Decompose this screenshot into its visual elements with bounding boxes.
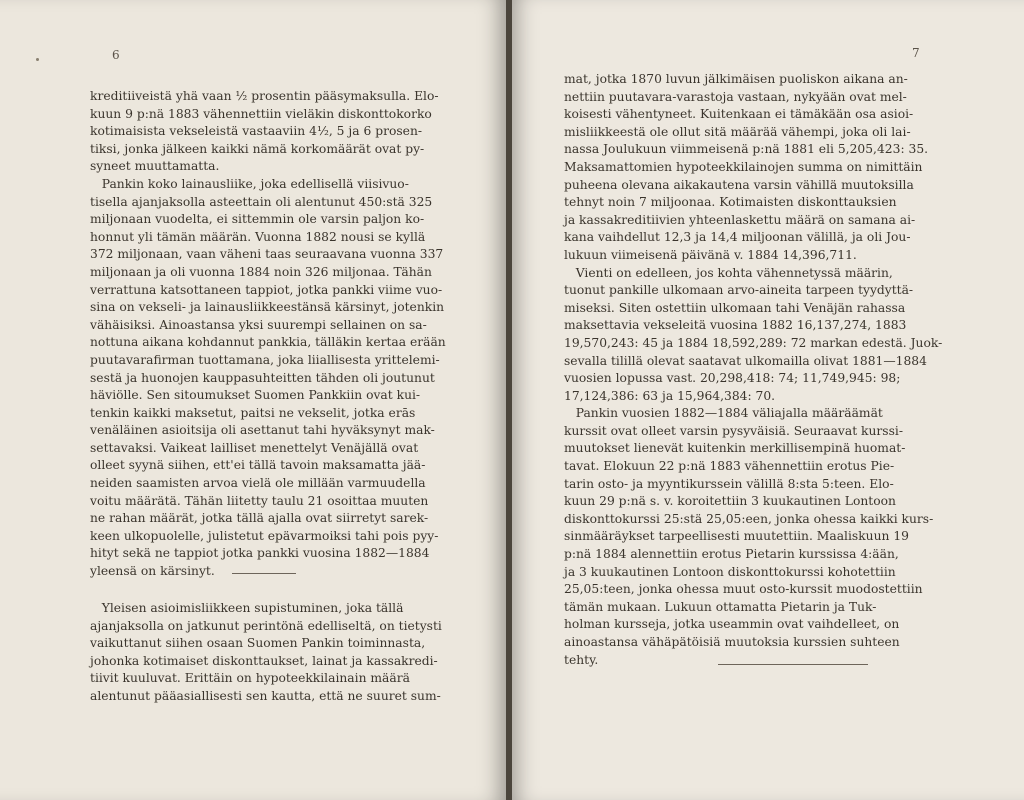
text-line: Vienti on edelleen, jos kohta vähennetyssä määrin, bbox=[564, 265, 893, 280]
text-line: nottuna aikana kohdannut pankkia, tälläkin kertaa erään bbox=[90, 335, 446, 350]
text-line: nassa Joulukuun viimmeisenä p:nä 1881 eli 5,205,423: 35. bbox=[564, 142, 929, 157]
text-line: verrattuna katsottaneen tappiot, jotka pankki viime vuo- bbox=[90, 282, 443, 297]
text-line: kotimaisista vekseleistä vastaaviin 4½, 5 ja 6 prosen- bbox=[90, 124, 423, 139]
text-line: tehnyt noin 7 miljoonaa. Kotimaisten diskonttauksien bbox=[564, 195, 897, 210]
text-line: hityt sekä ne tappiot jotka pankki vuosina 1882—1884 bbox=[90, 546, 430, 561]
text-line: venäläinen asioitsija oli asettanut tahi hyväksynyt mak- bbox=[90, 423, 435, 438]
text-line: koisesti vähentyneet. Kuitenkaan ei tämäkään osa asioi- bbox=[564, 107, 914, 122]
text-line: vähäisiksi. Ainoastansa yksi suurempi sellainen on sa- bbox=[90, 317, 427, 332]
text-line: häviölle. Sen sitoumukset Suomen Pankkiin ovat kui- bbox=[90, 388, 421, 403]
left-text-block-1 bbox=[90, 88, 462, 581]
text-line: keen ulkopuolelle, julistetut epävarmoiksi tahi pois pyy- bbox=[90, 528, 439, 543]
text-line: p:nä 1884 alennettiin erotus Pietarin kurssissa 4:ään, bbox=[564, 547, 899, 562]
text-line: puutavarafirman tuottamana, joka liiallisesta yrittelemi- bbox=[90, 352, 440, 367]
text-line: vaikuttanut siihen osaan Suomen Pankin toiminnasta, bbox=[90, 636, 426, 651]
text-line: mat, jotka 1870 luvun jälkimäisen puoliskon aikana an- bbox=[564, 72, 908, 86]
text-line: tenkin kaikki maksetut, paitsi ne vekselit, jotka erās bbox=[90, 405, 416, 420]
text-line: misliikkeestä ole ollut sitä määrää vähempi, joka oli lai- bbox=[564, 124, 911, 139]
text-line: kuun 29 p:nä s. v. koroitettiin 3 kuukautinen Lontoon bbox=[564, 494, 896, 509]
text-line: sina on vekseli- ja lainausliikkeestänsä kärsinyt, jotenkin bbox=[90, 300, 445, 315]
text-line: tämän mukaan. Lukuun ottamatta Pietarin ja Tuk- bbox=[564, 599, 877, 614]
paper-speck bbox=[36, 58, 39, 61]
text-line: tuonut pankille ulkomaan arvo-aineita tarpeen tyydyttä- bbox=[564, 283, 914, 298]
text-line: miljonaan ja oli vuonna 1884 noin 326 miljonaa. Tähän bbox=[90, 264, 432, 279]
text-line: syneet muuttamatta. bbox=[90, 159, 220, 174]
text-line: sestä ja huonojen kauppasuhteitten tähden oli joutunut bbox=[90, 370, 435, 385]
text-line: tehty. bbox=[564, 652, 599, 667]
text-line: Pankin koko lainausliike, joka edellisellä viisivuo- bbox=[90, 176, 409, 191]
text-line: muutokset lienevät kuitenkin merkillisempinä huomat- bbox=[564, 441, 906, 456]
text-line: 19,570,243: 45 ja 1884 18,592,289: 72 markan edestä. Juok- bbox=[564, 335, 943, 350]
text-line: voitu määrätä. Tähän liitetty taulu 21 osoittaa muuten bbox=[90, 493, 429, 508]
text-line: neiden saamisten arvoa vielä ole millään varmuudella bbox=[90, 476, 426, 491]
text-line: Yleisen asioimisliikkeen supistuminen, joka tällä bbox=[90, 601, 404, 615]
text-line: lukuun viimeisenä päivänä v. 1884 14,396,711. bbox=[564, 247, 857, 262]
right-text-block-1 bbox=[564, 71, 964, 669]
text-line: vuosien lopussa vast. 20,298,418: 74; 11,749,945: 98; bbox=[564, 371, 901, 386]
text-line: Maksamattomien hypoteekkilainojen summa on nimittäin bbox=[564, 159, 923, 174]
text-line: olleet syynä siihen, ett'ei tällä tavoin maksamatta jää- bbox=[90, 458, 426, 473]
text-line: 25,05:teen, jonka ohessa muut osto-kurssit muodostettiin bbox=[564, 582, 923, 597]
page-number-right: 7 bbox=[912, 46, 920, 60]
page-number-left: 6 bbox=[112, 48, 120, 62]
left-page bbox=[0, 0, 506, 800]
section-divider-left bbox=[232, 573, 296, 574]
text-line: sinmääräykset tarpeellisesti muutettiin. Maaliskuun 19 bbox=[564, 529, 909, 544]
text-line: ne rahan määrät, jotka tällä ajalla ovat siirretyt sarek- bbox=[90, 511, 429, 526]
text-line: ainoastansa vähäpätöisiä muutoksia kurssien suhteen bbox=[564, 635, 900, 649]
text-line: ja kassakreditiivien yhteenlaskettu määrä on samana ai- bbox=[564, 212, 916, 227]
text-line: settavaksi. Vaikeat lailliset menettelyt Venäjällä ovat bbox=[90, 440, 419, 455]
text-line: tavat. Elokuun 22 p:nä 1883 vähennettiin erotus Pie- bbox=[564, 459, 895, 474]
text-line: johonka kotimaiset diskonttaukset, lainat ja kassakredi- bbox=[90, 653, 438, 668]
text-line: kuun 9 p:nä 1883 vähennettiin vieläkin diskonttokorko bbox=[90, 106, 432, 121]
text-line: kana vaihdellut 12,3 ja 14,4 miljoonan välillä, ja oli Jou- bbox=[564, 230, 911, 245]
text-line: holman kursseja, jotka useammin ovat vaihdelleet, on bbox=[564, 617, 900, 632]
text-line: tiksi, jonka jälkeen kaikki nämä korkomäärät ovat py- bbox=[90, 141, 425, 156]
text-line: ajanjaksolla on jatkunut perintönä edelliseltä, on tietysti bbox=[90, 618, 442, 633]
text-line: tarin osto- ja myyntikurssein välillä 8:sta 5:teen. Elo- bbox=[564, 476, 894, 491]
text-line: 372 miljonaan, vaan väheni taas seuraavana vuonna 337 bbox=[90, 247, 444, 262]
text-line: ja 3 kuukautinen Lontoon diskonttokurssi kohotettiin bbox=[564, 564, 896, 579]
text-line: diskonttokurssi 25:stä 25,05:een, jonka ohessa kaikki kurs- bbox=[564, 511, 934, 526]
text-line: Pankin vuosien 1882—1884 väliajalla määräämät bbox=[564, 406, 883, 421]
right-page bbox=[512, 0, 1024, 800]
text-line: tiivit kuuluvat. Erittäin on hypoteekkilainain määrä bbox=[90, 671, 410, 686]
text-line: sevalla tilillä olevat saatavat ulkomailla olivat 1881—1884 bbox=[564, 353, 927, 368]
text-line: yleensä on kärsinyt. bbox=[90, 564, 215, 579]
section-divider-right bbox=[718, 664, 868, 665]
text-line: tisella ajanjaksolla asteettain oli alentunut 450:stä 325 bbox=[90, 194, 433, 209]
text-line: kreditiiveistä yhä vaan ½ prosentin pääsymaksulla. Elo- bbox=[90, 89, 439, 103]
text-line: 17,124,386: 63 ja 15,964,384: 70. bbox=[564, 388, 776, 403]
left-text-block-2 bbox=[90, 600, 462, 706]
text-line: puheena olevana aikakautena varsin vähillä muutoksilla bbox=[564, 177, 914, 192]
text-line: maksettavia vekseleitä vuosina 1882 16,137,274, 1883 bbox=[564, 318, 907, 333]
text-line: nettiin puutavara-varastoja vastaan, nykyään ovat mel- bbox=[564, 89, 907, 104]
text-line: miljonaan vuodelta, ei sittemmin ole varsin paljon ko- bbox=[90, 212, 425, 227]
text-line: alentunut pääasiallisesti sen kautta, että ne suuret sum- bbox=[90, 688, 441, 703]
text-line: miseksi. Siten ostettiin ulkomaan tahi Venäjän rahassa bbox=[564, 300, 906, 315]
text-line: kurssit ovat olleet varsin pysyväisiä. Seuraavat kurssi- bbox=[564, 423, 904, 438]
text-line: honnut yli tämän määrän. Vuonna 1882 nousi se kyllä bbox=[90, 229, 426, 244]
